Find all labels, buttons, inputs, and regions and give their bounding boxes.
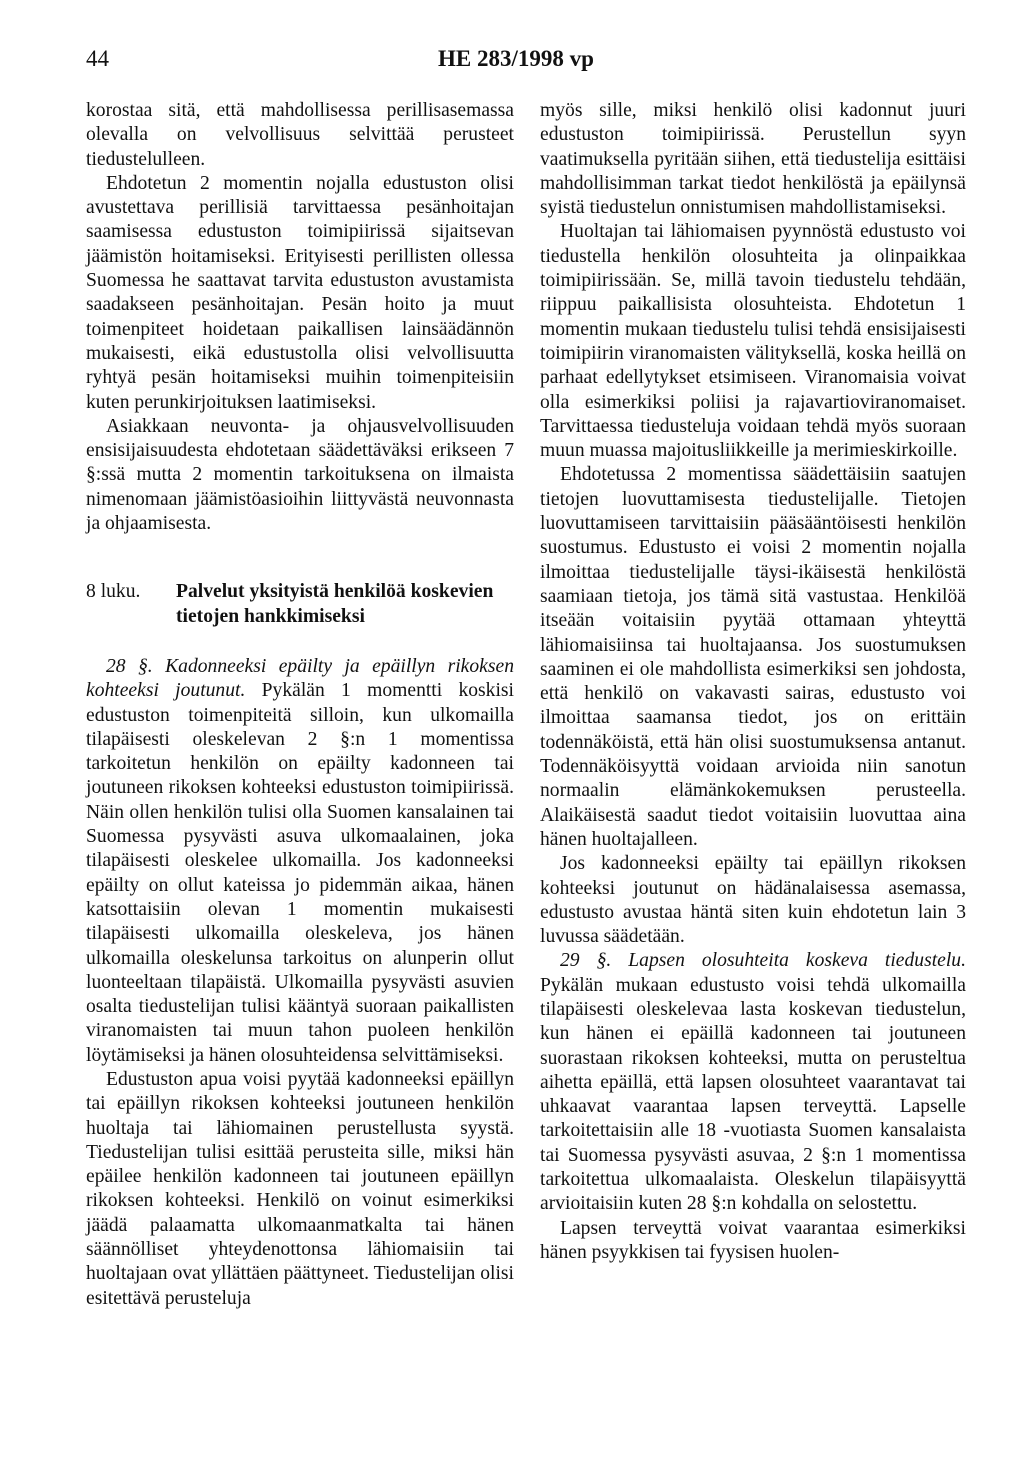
left-paragraph-2: Ehdotetun 2 momentin nojalla edustuston olisi avustettava perillisiä tarvittaessa pesänhoitajan saamisessa edustuston toimipiirissä sijaitsevan jäämistön hoitamiseksi. Erityisesti perillisten ollessa Suomessa he saattavat tarvita edustuston avustamista saadakseen pesänhoitajan. Pesän hoito ja muut toimenpiteet hoidetaan paikallisen lainsäädännön mukaisesti, eikä edustustolla olisi velvollisuutta ryhtyä pesän hoitamiseksi muihin toimenpiteisiin kuten perunkirjoituksen laatimiseksi. bbox=[86, 172, 514, 413]
right-paragraph-2: Huoltajan tai lähiomaisen pyynnöstä edustusto voi tiedustella henkilön olosuhteita ja olinpaikkaa toimipiirissään. Se, millä tavoin tiedustelu tehdään, riippuu paikallisista olosuhteista. Ehdotetun 1 momentin mukaan tiedustelu tulisi tehdä ensisijaisesti toimipiirin viranomaisten välityksellä, koska heillä on parhaat edellytykset etsimiseen. Viranomaisia voivat olla esimerkiksi poliisi ja rajavartioviranomaiset. Tarvittaessa tiedusteluja voidaan tehdä myös suoraan muun muassa majoitusliikkeille ja merimieskirkoille. bbox=[540, 221, 966, 462]
right-column bbox=[540, 99, 966, 1265]
left-column bbox=[86, 99, 514, 1311]
section-29-text: Pykälän mukaan edustusto voisi tehdä ulkomailla tilapäisesti oleskelevaa lasta koskevan tiedustelun, kun hänen ei epäillä kadonneen tai joutuneen suorastaan rikoksen kohteeksi, mutta on perusteltua aihetta epäillä, että lapsen olosuhteet vaarantavat tai uhkaavat vaarantaa lapsen terveyttä. Lapselle tarkoitettaisiin alle 18 -vuotiasta Suomen kansalaista tai Suomessa pysyvästi asuvaa, 2 §:n 1 momentissa tarkoitettua ulkomaalaista. Oleskelun tilapäisyyttä arvioitaisiin kuten 28 §:n kohdalla on selostettu. bbox=[540, 974, 966, 1215]
section-28-text: Pykälän 1 momentti koskisi edustuston toimenpiteitä silloin, kun ulkomailla tilapäisesti oleskelevan 2 §:n 1 momentissa tarkoitetun henkilön on epäilty kadonneen tai joutuneen rikoksen kohteeksi edustuston toimipiirissä. Näin ollen henkilön tulisi olla Suomen kansalainen tai Suomessa pysyvästi asuva ulkomaalainen, joka tilapäisesti oleskelee ulkomailla. Jos kadonneeksi epäilty on ollut kateissa jo pidemmän aikaa, hänen katsottaisiin olevan 1 momentin mukaisesti tilapäisesti ulkomailla oleskeleva, jos hänen ulkomailla oleskelunsa tarkoitus on alunperin ollut luonteeltaan tilapäistä. Ulkomailla pysyvästi asuvien osalta tiedustelijan tulisi kääntyä suoraan paikallisten viranomaisten tai muun tahon puoleen henkilön löytämiseksi ja hänen olosuhteidensa selvittämiseksi. bbox=[86, 680, 514, 1066]
left-paragraph-5: Edustuston apua voisi pyytää kadonneeksi epäillyn tai epäillyn rikoksen kohteeksi joutuneen henkilön huoltaja tai lähiomainen perustellusta syystä. Tiedustelijan tulisi esittää perusteita sille, miksi hän epäilee henkilön kadonneen tai joutuneen epäillyn rikoksen kohteeksi. Henkilö on voinut esimerkiksi jäädä palaamatta ulkomaanmatkalta tai hänen säännölliset yhteydenottonsa lähiomaisiin tai huoltajaan ovat yllättäen päättyneet. Tiedustelijan olisi esitettävä perusteluja bbox=[86, 1068, 514, 1309]
section-28-paragraph bbox=[86, 655, 514, 1068]
left-paragraph-1: korostaa sitä, että mahdollisessa perillisasemassa olevalla on velvollisuus selvittää perusteet tiedustelulleen. bbox=[86, 100, 514, 170]
section-29-paragraph bbox=[540, 949, 966, 1216]
right-paragraph-1: myös sille, miksi henkilö olisi kadonnut juuri edustuston toimipiirissä. Perustellun syyn vaatimuksella pyritään siihen, että tiedustelija esittäisi mahdollisimman tarkat tiedot henkilöstä ja epäilynsä syistä tiedustelun onnistumisen mahdollistamiseksi. bbox=[540, 100, 966, 219]
section-29-title: 29 §. Lapsen olosuhteita koskeva tiedustelu. bbox=[560, 950, 966, 972]
page-number: 44 bbox=[86, 46, 109, 71]
chapter-number: 8 luku. bbox=[86, 581, 141, 603]
document-id: HE 283/1998 vp bbox=[438, 46, 594, 71]
right-paragraph-6: Lapsen terveyttä voivat vaarantaa esimerkiksi hänen psyykkisen tai fyysisen huolen- bbox=[540, 1217, 966, 1263]
left-paragraph-3: Asiakkaan neuvonta- ja ohjausvelvollisuuden ensisijaisuudesta ehdotetaan säädettäväksi erikseen 7 §:ssä mutta 2 momentin tarkoituksena on ilmaista nimenomaan jäämistöasioihin liittyvästä neuvonnasta ja ohjaamisesta. bbox=[86, 415, 514, 535]
right-paragraph-4: Jos kadonneeksi epäilty tai epäillyn rikoksen kohteeksi joutunut on hädänalaisessa asemassa, edustusto avustaa häntä siten kuin ehdotetun lain 3 luvussa säädetään. bbox=[540, 853, 966, 948]
section-28-title: 28 §. Kadonneeksi epäilty ja epäillyn rikoksen kohteeksi joutunut. bbox=[86, 655, 514, 702]
chapter-title: Palvelut yksityistä henkilöä koskevien tietojen hankkimiseksi bbox=[176, 581, 494, 627]
right-paragraph-3: Ehdotetussa 2 momentissa säädettäisiin saatujen tietojen luovuttamisesta tiedustelijalle. Tietojen luovuttamiseen tarvittaisiin pääsääntöisesti henkilön suostumus. Edustusto ei voisi 2 momentin nojalla ilmoittaa tiedustelijalle täysi-ikäisestä henkilöstä saamiaan tietoja, jos tämä sitä vastustaa. Henkilöä itseään voitaisiin pyytää ottamaan yhteyttä lähiomaisiinsa tai huoltajaansa. Jos suostumuksen saaminen ei ole mahdollista esimerkiksi sen johdosta, että henkilö on vakavasti sairas, edustusto voi ilmoittaa saamansa tiedot, jos on erittäin todennäköistä, että hän olisi suostumuksensa antanut. Todennäköisyyttä voidaan arvioida niin sanotun normaalin elämänkokemuksen perusteella. Alaikäisestä saadut tiedot voitaisiin luovuttaa aina hänen huoltajalleen. bbox=[540, 464, 966, 850]
chapter-heading bbox=[86, 580, 514, 629]
page-header bbox=[86, 46, 946, 78]
